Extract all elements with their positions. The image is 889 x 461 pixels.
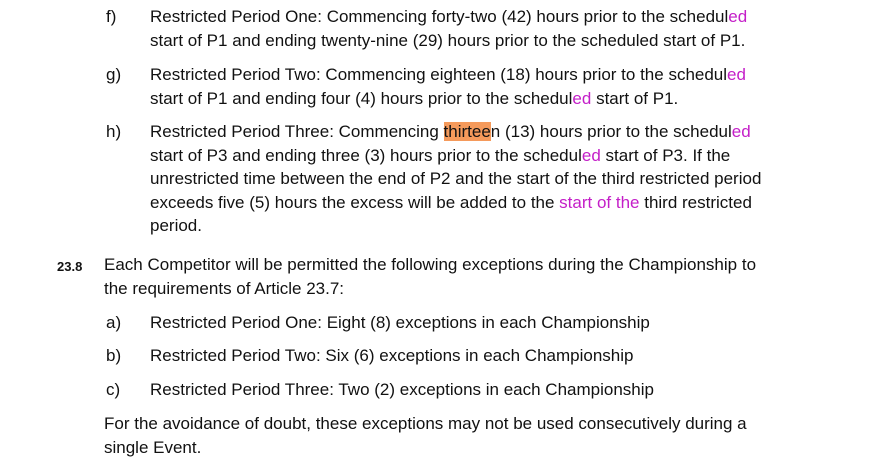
text-segment: n (13) hours prior to the schedul	[490, 122, 732, 141]
text-line: For the avoidance of doubt, these exceptions may not be used consecutively during a	[104, 414, 747, 433]
text-segment: start of P1 and ending four (4) hours prior to the schedul	[150, 88, 573, 108]
text-line: period.	[150, 216, 202, 235]
item-label: c)	[106, 380, 121, 399]
edited-text: ed	[572, 88, 592, 108]
text-line: the requirements of Article 23.7:	[104, 278, 345, 298]
text-segment: exceeds five (5) hours the excess will be added to the	[150, 192, 560, 212]
item-text: Restricted Period Three: Two (2) exceptions in each Championship	[150, 380, 654, 399]
text-segment: start of P1.	[591, 88, 679, 108]
text-segment: start of P3. If the	[600, 145, 731, 165]
item-text	[150, 63, 815, 110]
section-intro	[104, 253, 815, 300]
item-label: b)	[106, 346, 122, 365]
text-line: unrestricted time between the end of P2 and the start of the third restricted period	[150, 169, 762, 188]
note-text	[104, 412, 815, 459]
text-line: single Event.	[104, 437, 202, 457]
text-line: Each Competitor will be permitted the following exceptions during the Championship to	[104, 255, 757, 274]
item-text: Restricted Period One: Eight (8) exceptions in each Championship	[150, 313, 650, 332]
item-label: a)	[106, 313, 122, 332]
item-text: Restricted Period Two: Six (6) exceptions in each Championship	[150, 346, 634, 365]
edited-text: ed	[581, 145, 601, 165]
item-text	[150, 120, 815, 238]
text-segment: start of P3 and ending three (3) hours prior to the schedul	[150, 145, 582, 165]
edited-text: ed	[728, 7, 748, 26]
edited-text: ed	[731, 122, 751, 141]
section-number: 23.8	[57, 259, 83, 274]
edited-text: start of the	[559, 192, 640, 212]
edited-text: ed	[727, 65, 746, 84]
text-line: start of P1 and ending twenty-nine (29) hours prior to the scheduled start of P1.	[150, 30, 746, 50]
item-text	[150, 5, 815, 52]
item-label: g)	[106, 65, 122, 84]
text-segment: Restricted Period One: Commencing forty-two (42) hours prior to the schedul	[150, 7, 729, 26]
item-label: f)	[106, 7, 117, 26]
item-label: h)	[106, 122, 122, 141]
text-segment: third restricted	[639, 192, 752, 212]
search-highlight: thirtee	[443, 122, 491, 141]
text-segment: Restricted Period Three: Commencing	[150, 122, 444, 141]
text-segment: Restricted Period Two: Commencing eighteen (18) hours prior to the schedul	[150, 65, 728, 84]
